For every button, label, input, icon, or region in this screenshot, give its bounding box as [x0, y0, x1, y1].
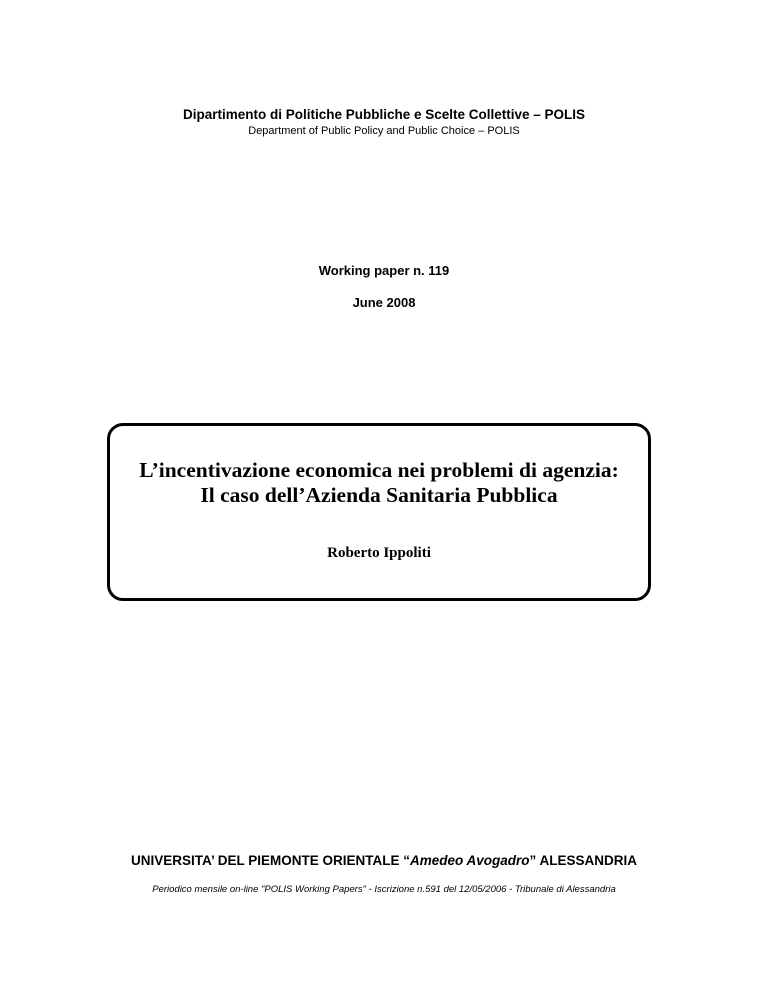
- university-prefix: UNIVERSITA’ DEL PIEMONTE ORIENTALE “: [130, 853, 410, 868]
- university-suffix: ” ALESSANDRIA: [529, 853, 638, 868]
- publication-date: June 2008: [352, 295, 416, 310]
- periodical-registration: Periodico mensile on-line "POLIS Working Papers" - Iscrizione n.591 del 12/05/2006 - Tribunale di Alessandria: [152, 884, 616, 895]
- university-name: Amedeo Avogadro: [409, 853, 530, 868]
- paper-title-line-1: L’incentivazione economica nei problemi di agenzia:: [139, 458, 619, 482]
- paper-title-line-2: Il caso dell’Azienda Sanitaria Pubblica: [200, 483, 558, 507]
- university-line: [0, 853, 768, 868]
- working-paper-number: Working paper n. 119: [318, 263, 450, 278]
- title-box: [107, 423, 651, 601]
- department-name-italian: Dipartimento di Politiche Pubbliche e Scelte Collettive – POLIS: [182, 107, 586, 122]
- department-name-english: Department of Public Policy and Public Choice – POLIS: [248, 125, 520, 137]
- author-name: Roberto Ippoliti: [327, 545, 431, 561]
